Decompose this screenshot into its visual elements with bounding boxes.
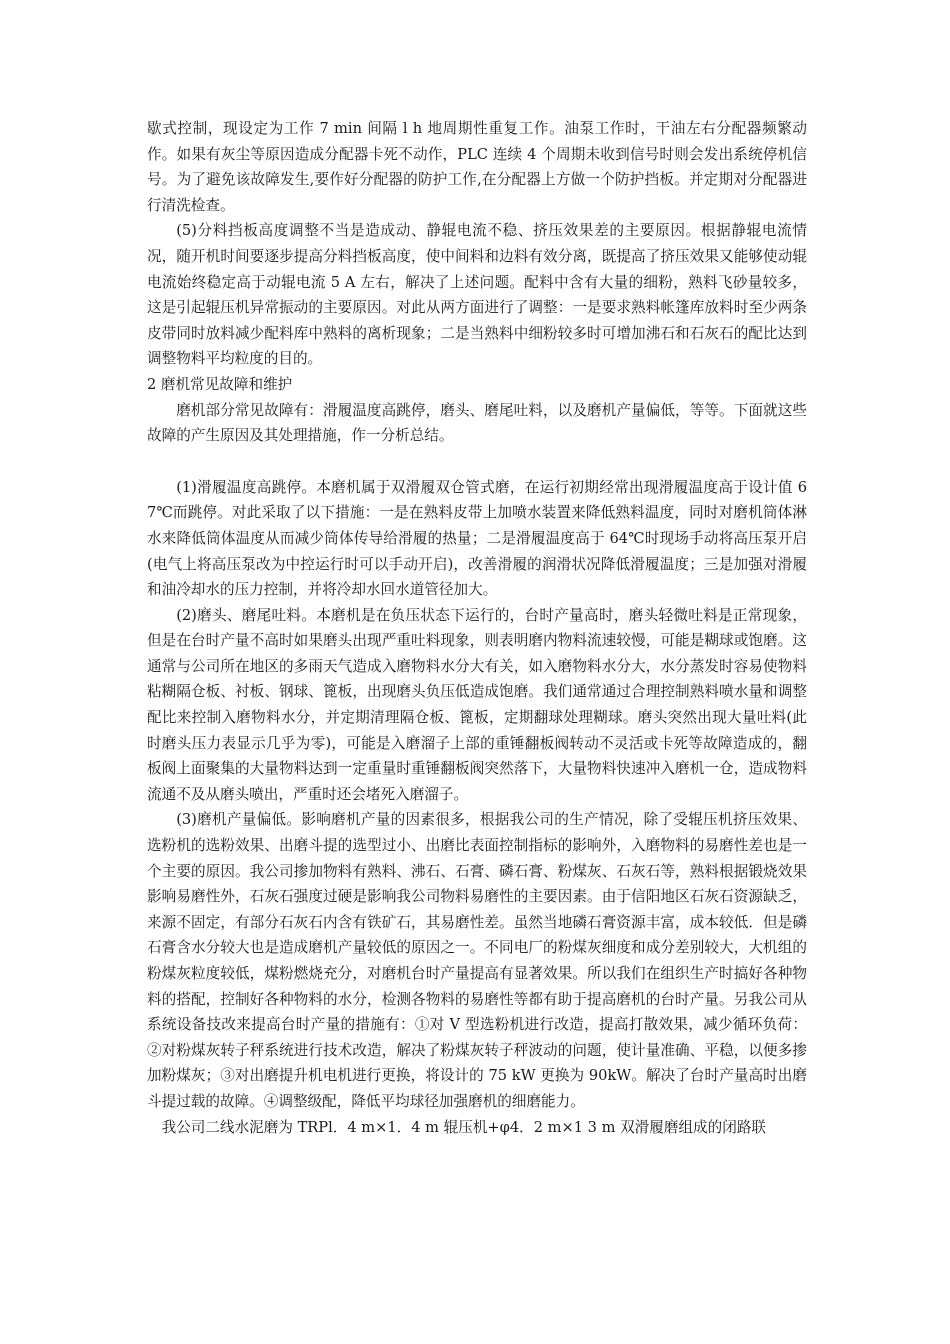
section-heading-mill-faults: 2 磨机常见故障和维护 (147, 375, 293, 393)
paragraph-lubrication-control: 歇式控制，现设定为工作 7 min 间隔 l h 地周期性重复工作。油泵工作时，干油左右分配器频繁动作。如果有灰尘等原因造成分配器卡死不动作，PLC 连续 4 个周期未收到信号时则会发出系统停机信号。为了避免该故障发生,要作好分配器的防护工作,在分配器上方做一个防护挡板。并定期对分配器进行清洗检查。 (147, 120, 807, 214)
paragraph-second-line-mill: 我公司二线水泥磨为 TRPl．4 m×1．4 m 辊压机+φ4．2 m×1 3 m 双滑履磨组成的闭路联 (161, 1118, 767, 1136)
paragraph-mill-faults-intro: 磨机部分常见故障有：滑履温度高跳停，磨头、磨尾吐料，以及磨机产量偏低，等等。下面就这些故障的产生原因及其处理措施，作一分析总结。 (147, 401, 807, 445)
paragraph-low-output: (3)磨机产量偏低。影响磨机产量的因素很多，根据我公司的生产情况，除了受辊压机挤压效果、选粉机的选粉效果、出磨斗提的选型过小、出磨比表面控制指标的影响外，入磨物料的易磨性差也是一个主要的原因。我公司掺加物料有熟料、沸石、石膏、磷石膏、粉煤灰、石灰石等，熟料根据锻烧效果影响易磨性外，石灰石强度过硬是影响我公司物料易磨性的主要因素。由于信阳地区石灰石资源缺乏，来源不固定，有部分石灰石内含有铁矿石，其易磨性差。虽然当地磷石膏资源丰富，成本较低．但是磷石膏含水分较大也是造成磨机产量较低的原因之一。不同电厂的粉煤灰细度和成分差别较大，大机组的粉煤灰粒度较低，煤粉燃烧充分，对磨机台时产量提高有显著效果。所以我们在组织生产时搞好各种物料的搭配，控制好各种物料的水分，检测各物料的易磨性等都有助于提高磨机的台时产量。另我公司从系统设备技改来提高台时产量的措施有：①对 V 型选粉机进行改造，提高打散效果，减少循环负荷：②对粉煤灰转子秤系统进行技术改造，解决了粉煤灰转子秤波动的问题，使计量准确、平稳，以便多掺加粉煤灰；③对出磨提升机电机进行更换，将设计的 75 kW 更换为 90kW。解决了台时产量高时出磨斗提过载的故障。④调整级配，降低平均球径加强磨机的细磨能力。 (147, 811, 807, 1110)
paragraph-baffle-adjustment: (5)分料挡板高度调整不当是造成动、静辊电流不稳、挤压效果差的主要原因。根据静辊电流情况，随开机时间要逐步提高分料挡板高度，使中间料和边料有效分离，既提高了挤压效果又能够使动辊电流始终稳定高于动辊电流 5 A 左右，解决了上述问题。配料中含有大量的细粉，熟料飞砂量较多，这是引起辊压机异常振动的主要原因。对此从两方面进行了调整：一是要求熟料帐篷库放料时至少两条皮带同时放料减少配料库中熟料的离析现象；二是当熟料中细粉较多时可增加沸石和石灰石的配比达到调整物料平均粒度的目的。 (147, 222, 807, 368)
document-page (147, 116, 807, 1140)
paragraph-material-spitting: (2)磨头、磨尾吐料。本磨机是在负压状态下运行的，台时产量高时，磨头轻微吐料是正常现象，但是在台时产量不高时如果磨头出现严重吐料现象，则表明磨内物料流速较慢，可能是糊球或饱磨。这通常与公司所在地区的多雨天气造成入磨物料水分大有关，如入磨物料水分大，水分蒸发时容易使物料粘糊隔仓板、衬板、钢球、篦板，出现磨头负压低造成饱磨。我们通常通过合理控制熟料喷水量和调整配比来控制入磨物料水分，并定期清理隔仓板、篦板，定期翻球处理糊球。磨头突然出现大量吐料(此时磨头压力表显示几乎为零)，可能是入磨溜子上部的重锤翻板阀转动不灵活或卡死等故障造成的，翻板阀上面聚集的大量物料达到一定重量时重锤翻板阀突然落下，大量物料快速冲入磨机一仓，造成物料流通不及从磨头喷出，严重时还会堵死入磨溜子。 (147, 606, 807, 803)
blank-line (147, 449, 807, 475)
paragraph-slipper-temperature: (1)滑履温度高跳停。本磨机属于双滑履双仓管式磨，在运行初期经常出现滑履温度高于设计值 67℃而跳停。对此采取了以下措施：一是在熟料皮带上加喷水装置来降低熟料温度，同时对磨机筒体淋水来降低筒体温度从而减少筒体传导给滑履的热量；二是滑履温度高于 64℃时现场手动将高压泵开启(电气上将高压泵改为中控运行时可以手动开启)，改善滑履的润滑状况降低滑履温度；三是加强对滑履和油冷却水的压力控制，并将冷却水回水道管径加大。 (147, 478, 807, 599)
